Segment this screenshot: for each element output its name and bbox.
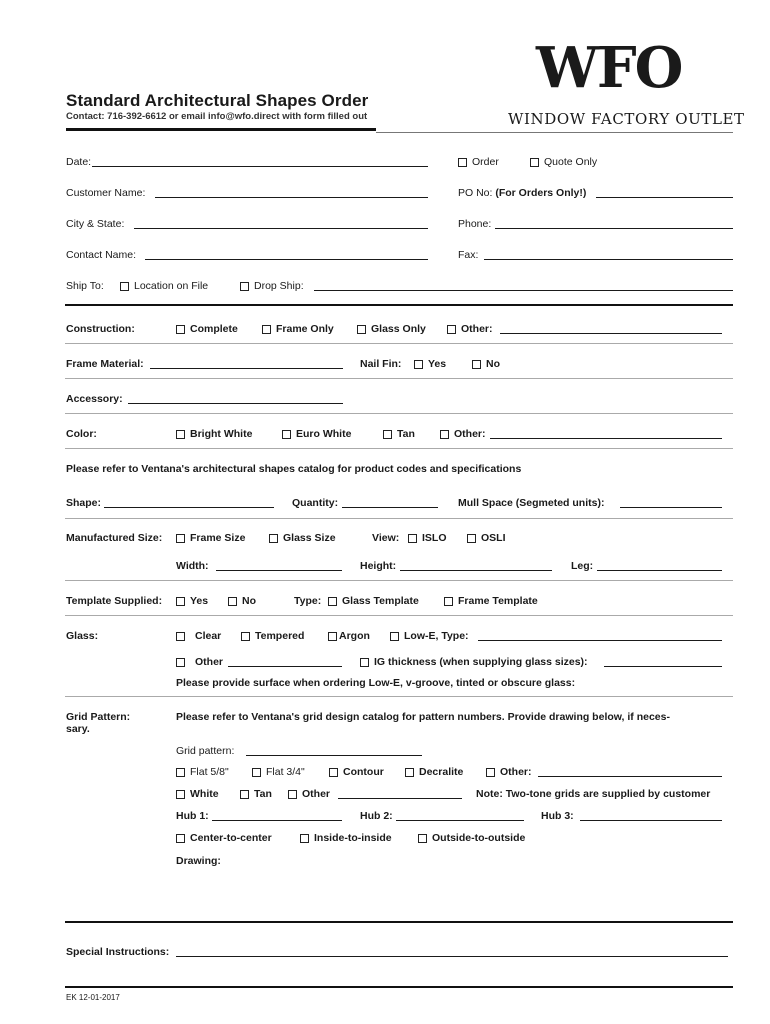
quantity-label: Quantity: — [292, 497, 339, 509]
row-divider — [65, 696, 733, 697]
checkbox-icon — [405, 768, 414, 777]
date-field[interactable] — [92, 166, 428, 167]
checkbox-icon — [458, 158, 467, 167]
row-divider — [65, 378, 733, 379]
lowe-type-field[interactable] — [478, 640, 722, 641]
po-note: (For Orders Only!) — [495, 187, 587, 199]
osli-checkbox[interactable]: OSLI — [467, 532, 506, 544]
checkbox-icon — [408, 534, 417, 543]
ig-thickness-checkbox[interactable]: IG thickness (when supplying glass sizes): — [360, 656, 588, 668]
center-to-center-checkbox[interactable]: Center-to-center — [176, 832, 272, 844]
grid-note-wrap: sary. — [66, 723, 90, 735]
checkbox-icon — [383, 430, 392, 439]
city-state-label: City & State: — [66, 218, 125, 230]
checkbox-icon — [241, 632, 250, 641]
bright-white-checkbox[interactable]: Bright White — [176, 428, 252, 440]
order-checkbox[interactable] — [458, 156, 499, 168]
header-rule — [376, 132, 733, 133]
nail-fin-yes-checkbox[interactable]: Yes — [414, 358, 446, 370]
lowe-checkbox[interactable]: Low-E, Type: — [390, 630, 469, 642]
glass-only-checkbox[interactable]: Glass Only — [357, 323, 426, 335]
checkbox-icon — [328, 632, 337, 641]
customer-name-field[interactable] — [155, 197, 428, 198]
form-revision-code: EK 12-01-2017 — [66, 993, 120, 1002]
fax-field[interactable] — [484, 259, 733, 260]
date-label: Date: — [66, 156, 92, 168]
flat-34-checkbox[interactable]: Flat 3/4" — [252, 766, 305, 778]
quantity-field[interactable] — [342, 507, 438, 508]
special-instructions-label: Special Instructions: — [66, 946, 170, 958]
frame-material-field[interactable] — [150, 368, 343, 369]
construction-label: Construction: — [66, 323, 135, 335]
frame-size-checkbox[interactable]: Frame Size — [176, 532, 245, 544]
contour-checkbox[interactable]: Contour — [329, 766, 384, 778]
quote-only-checkbox[interactable] — [530, 156, 597, 168]
construction-other-checkbox[interactable]: Other: — [447, 323, 493, 335]
frame-template-checkbox[interactable]: Frame Template — [444, 595, 538, 607]
decralite-checkbox[interactable]: Decralite — [405, 766, 463, 778]
grid-catalog-note: Please refer to Ventana's grid design catalog for pattern numbers. Provide drawing below, if neces- — [176, 711, 670, 723]
template-supplied-label: Template Supplied: — [66, 595, 163, 607]
special-instructions-field[interactable] — [176, 956, 728, 957]
color-other-checkbox[interactable]: Other: — [440, 428, 486, 440]
logo-subtitle: WINDOW FACTORY OUTLET — [508, 110, 745, 128]
checkbox-icon — [486, 768, 495, 777]
grid-tan-checkbox[interactable]: Tan — [240, 788, 272, 800]
checkbox-icon — [176, 430, 185, 439]
inside-to-inside-checkbox[interactable]: Inside-to-inside — [300, 832, 392, 844]
order-label: Order — [472, 156, 499, 168]
checkbox-icon — [176, 768, 185, 777]
checkbox-icon — [472, 360, 481, 369]
glass-surface-note: Please provide surface when ordering Low-E, v-groove, tinted or obscure glass: — [176, 677, 576, 689]
row-divider — [65, 343, 733, 344]
euro-white-checkbox[interactable]: Euro White — [282, 428, 351, 440]
flat-58-checkbox[interactable]: Flat 5/8" — [176, 766, 229, 778]
leg-label: Leg: — [571, 560, 594, 572]
color-label: Color: — [66, 428, 97, 440]
leg-field[interactable] — [597, 570, 722, 571]
glass-other-field[interactable] — [228, 666, 342, 667]
glass-other-checkbox[interactable]: Other — [176, 656, 223, 668]
checkbox-icon — [282, 430, 291, 439]
drop-ship-checkbox[interactable] — [240, 280, 304, 292]
checkbox-icon — [360, 658, 369, 667]
glass-size-checkbox[interactable]: Glass Size — [269, 532, 336, 544]
template-type-label: Type: — [294, 595, 322, 607]
form-title: Standard Architectural Shapes Order — [66, 91, 369, 110]
ig-thickness-field[interactable] — [604, 666, 722, 667]
hub2-label: Hub 2: — [360, 810, 393, 822]
complete-checkbox[interactable]: Complete — [176, 323, 238, 335]
customer-name-label: Customer Name: — [66, 187, 146, 199]
checkbox-icon — [328, 597, 337, 606]
po-no-field[interactable] — [596, 197, 733, 198]
checkbox-icon — [176, 790, 185, 799]
checkbox-icon — [176, 597, 185, 606]
nail-fin-label: Nail Fin: — [360, 358, 402, 370]
glass-template-checkbox[interactable]: Glass Template — [328, 595, 419, 607]
checkbox-icon — [444, 597, 453, 606]
checkbox-icon — [176, 534, 185, 543]
accessory-label: Accessory: — [66, 393, 123, 405]
tempered-checkbox[interactable]: Tempered — [241, 630, 304, 642]
grid-pattern-field-label: Grid pattern: — [176, 745, 235, 757]
checkbox-icon — [357, 325, 366, 334]
row-divider — [65, 413, 733, 414]
nail-fin-no-checkbox[interactable]: No — [472, 358, 500, 370]
template-no-checkbox[interactable]: No — [228, 595, 256, 607]
grid-pattern-field[interactable] — [246, 755, 422, 756]
wfo-logo: WFO — [536, 35, 682, 101]
drop-ship-field[interactable] — [314, 290, 733, 291]
accessory-field[interactable] — [128, 403, 343, 404]
checkbox-icon — [467, 534, 476, 543]
view-label: View: — [372, 532, 400, 544]
hub1-label: Hub 1: — [176, 810, 209, 822]
argon-checkbox[interactable]: Argon — [328, 630, 370, 642]
checkbox-icon — [228, 597, 237, 606]
width-field[interactable] — [216, 570, 342, 571]
city-state-field[interactable] — [134, 228, 428, 229]
frame-material-label: Frame Material: — [66, 358, 144, 370]
islo-checkbox[interactable]: ISLO — [408, 532, 447, 544]
location-on-file-label: Location on File — [134, 280, 209, 292]
row-divider — [65, 518, 733, 519]
grid-other-field[interactable] — [538, 776, 722, 777]
section-divider — [65, 304, 733, 306]
mull-space-field[interactable] — [620, 507, 722, 508]
catalog-note: Please refer to Ventana's architectural shapes catalog for product codes and specifications — [66, 463, 522, 475]
hub1-field[interactable] — [212, 820, 342, 821]
phone-field[interactable] — [495, 228, 733, 229]
section-divider — [65, 921, 733, 923]
hub3-field[interactable] — [580, 820, 722, 821]
contact-name-label: Contact Name: — [66, 249, 137, 261]
drawing-label: Drawing: — [176, 855, 221, 867]
checkbox-icon — [418, 834, 427, 843]
checkbox-icon — [176, 325, 185, 334]
construction-other-field[interactable] — [500, 333, 722, 334]
contact-name-field[interactable] — [145, 259, 428, 260]
contact-info: Contact: 716-392-6612 or email info@wfo.direct with form filled out — [66, 111, 368, 122]
phone-label: Phone: — [458, 218, 492, 230]
frame-only-checkbox[interactable]: Frame Only — [262, 323, 334, 335]
glass-label: Glass: — [66, 630, 99, 642]
po-no-label: PO No: — [458, 187, 493, 199]
checkbox-icon — [120, 282, 129, 291]
checkbox-icon — [176, 658, 185, 667]
checkbox-icon — [288, 790, 297, 799]
drop-ship-label: Drop Ship: — [254, 280, 304, 292]
height-label: Height: — [360, 560, 397, 572]
checkbox-icon — [390, 632, 399, 641]
height-field[interactable] — [400, 570, 552, 571]
shape-field[interactable] — [104, 507, 274, 508]
checkbox-icon — [240, 790, 249, 799]
checkbox-icon — [447, 325, 456, 334]
checkbox-icon — [176, 632, 185, 641]
grid-white-checkbox[interactable]: White — [176, 788, 219, 800]
row-divider — [65, 448, 733, 449]
color-other-field[interactable] — [490, 438, 722, 439]
grid-other2-field[interactable] — [338, 798, 462, 799]
quote-only-label: Quote Only — [544, 156, 598, 168]
checkbox-icon — [240, 282, 249, 291]
fax-label: Fax: — [458, 249, 479, 261]
row-divider — [65, 580, 733, 581]
checkbox-icon — [329, 768, 338, 777]
clear-checkbox[interactable]: Clear — [176, 630, 221, 642]
mull-space-label: Mull Space (Segmeted units): — [458, 497, 605, 509]
location-on-file-checkbox[interactable] — [120, 280, 208, 292]
tan-checkbox[interactable]: Tan — [383, 428, 415, 440]
title-underline — [66, 128, 376, 131]
checkbox-icon — [440, 430, 449, 439]
shape-label: Shape: — [66, 497, 102, 509]
checkbox-icon — [300, 834, 309, 843]
checkbox-icon — [530, 158, 539, 167]
checkbox-icon — [252, 768, 261, 777]
width-label: Width: — [176, 560, 209, 572]
drawing-area[interactable] — [176, 872, 722, 918]
footer-divider — [65, 986, 733, 988]
template-yes-checkbox[interactable]: Yes — [176, 595, 208, 607]
checkbox-icon — [414, 360, 423, 369]
outside-to-outside-checkbox[interactable]: Outside-to-outside — [418, 832, 525, 844]
row-divider — [65, 615, 733, 616]
two-tone-note: Note: Two-tone grids are supplied by customer — [476, 788, 711, 800]
grid-other-checkbox[interactable]: Other: — [486, 766, 532, 778]
grid-pattern-label: Grid Pattern: — [66, 711, 131, 723]
checkbox-icon — [176, 834, 185, 843]
checkbox-icon — [269, 534, 278, 543]
hub3-label: Hub 3: — [541, 810, 574, 822]
grid-other2-checkbox[interactable]: Other — [288, 788, 330, 800]
hub2-field[interactable] — [396, 820, 524, 821]
ship-to-label: Ship To: — [66, 280, 104, 292]
checkbox-icon — [262, 325, 271, 334]
manufactured-size-label: Manufactured Size: — [66, 532, 163, 544]
